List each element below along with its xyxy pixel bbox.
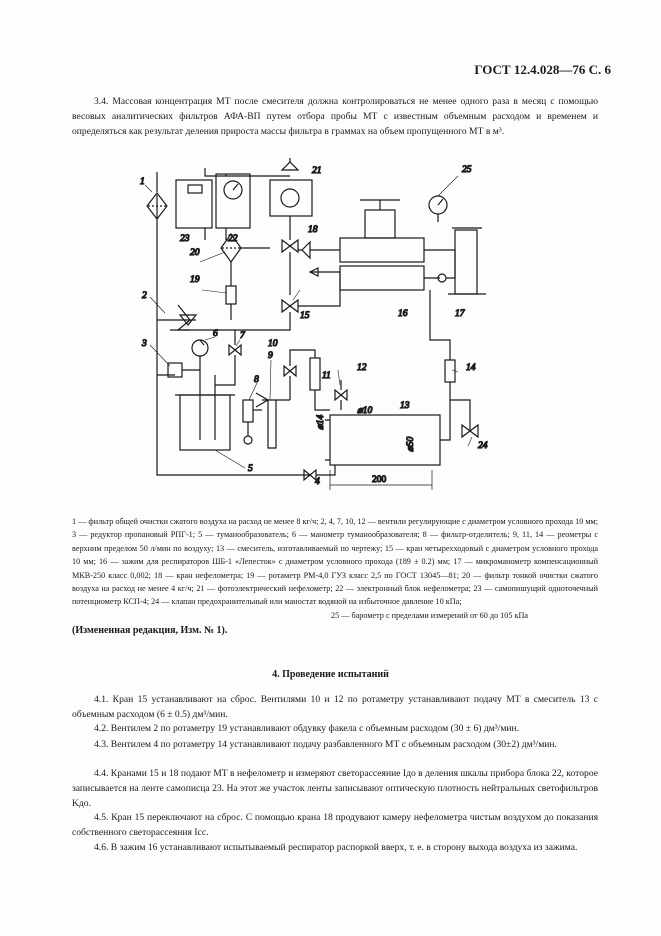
label-20: 20 — [190, 248, 200, 258]
diagram-caption — [72, 515, 598, 622]
label-4: 4 — [315, 477, 320, 487]
caption-item-25: 25 — барометр с пределами измерений от 60 до 105 кПа — [331, 610, 528, 620]
paragraph-4-1: 4.1. Кран 15 устанавливают на сброс. Вентилями 10 и 12 по ротаметру устанавливают подачу МТ в смеситель 13 с объемным расходом (6 ± 0.5) дм³/мин. — [72, 694, 598, 720]
caption-text: 1 — фильтр общей очистки сжатого воздуха на расход не менее 8 кг/ч; 2, 4, 7, 10, 12 — вентили регулирующие с диаметром условного прохода 10 мм; 3 — редуктор пропановый РПГ-1; 5 — туманообразователь; 6 — манометр туманообразователя; 8 — фильтр-отделитель; 9, 11, 14 — реометры с верхним пределом 50 л/мин по воздуху; 13 — смеситель, изготавливаемый по чертежу; 15 — кран четырехходовый с диаметром условного прохода 10 мм; 16 — зажим для респираторов ШБ-1 «Лепесток» с диаметром условного прохода (189 ± 0.2) мм; 17 — микроманометр компенсационный МКВ-250 класс 0,002; 18 — кран нефелометра; 19 — ротаметр РМ-4,0 ГУЗ класс 2,5 по ГОСТ 13045—81; 20 — фильтр тонкой очистки сжатого воздуха на расход не менее 4 кг/ч; 21 — фотоэлектрический нефелометр; 22 — электронный блок нефелометра; 23 — самопишущий одноточечный потенциометр КСП-4; 24 — клапан предохранительный или маностат водяной на избыточное давление 10 кПа; — [72, 517, 598, 607]
label-5: 5 — [248, 464, 253, 474]
dimension-d10: ⌀10 — [357, 406, 373, 416]
valve-7 — [229, 345, 241, 355]
paragraph-4-3: 4.3. Вентилем 4 по ротаметру 14 устанавливают подачу разбавленного МТ с объемным расходом (30±2) дм³/мин. — [94, 739, 557, 750]
valve-12 — [335, 390, 347, 400]
nephelometer-block-22 — [216, 174, 250, 228]
crane-18 — [282, 240, 298, 252]
mixer-13 — [330, 415, 440, 465]
label-3: 3 — [142, 339, 147, 349]
atomizer-5 — [180, 395, 230, 450]
valve-10 — [284, 366, 296, 376]
crane-15 — [282, 300, 298, 312]
amendment-note: (Измененная редакция, Изм. № 1). — [72, 625, 228, 636]
paragraph-4-4: 4.4. Кранами 15 и 18 подают МТ в нефелометр и измеряют светорассеяние Iдо в деления шкалы прибора блока 22, которое записывается на ленте самописца 23. На этот же участок ленты записывают оптическую плотность нейтральных светофильтров Kдо. — [72, 768, 598, 809]
dimension-200: 200 — [372, 475, 387, 485]
paragraph-4-2: 4.2. Вентилем 2 по ротаметру 19 устанавливают обдувку факела с объемным расходом (30 ± 6) дм³/мин. — [94, 723, 520, 734]
label-24: 24 — [478, 441, 488, 451]
label-22: 22 — [228, 234, 238, 244]
label-1: 1 — [140, 177, 145, 187]
label-10: 10 — [268, 339, 278, 349]
rotameter-19 — [226, 286, 236, 304]
page-header: ГОСТ 12.4.028—76 С. 6 — [474, 62, 611, 77]
recorder-23 — [176, 180, 212, 228]
label-9: 9 — [268, 351, 273, 361]
micromanometer-17 — [455, 230, 477, 294]
label-6: 6 — [213, 329, 218, 339]
label-25: 25 — [462, 165, 472, 175]
label-18: 18 — [308, 225, 318, 235]
clamp-top — [340, 238, 424, 262]
section-title: 4. Проведение испытаний — [272, 669, 389, 680]
manometer-6 — [192, 340, 208, 356]
separator-8 — [243, 400, 253, 422]
rheometer-9 — [268, 400, 276, 448]
label-17: 17 — [455, 309, 465, 319]
rotameter-14 — [445, 360, 455, 382]
dimension-d14: ⌀14 — [316, 414, 326, 430]
label-15: 15 — [300, 311, 310, 321]
dimension-d50: ⌀50 — [406, 436, 416, 452]
label-2: 2 — [142, 291, 147, 301]
paragraph-3-4: 3.4. Массовая концентрация МТ после смесителя должна контролироваться не менее одного раза в месяц с помощью весовых аналитических фильтров АФА-ВП путем отбора пробы МТ с известным объемным расходом и временем и определяться как результат деления прироста массы фильтра в граммах на объем пропущенного МТ в м³. — [72, 96, 598, 137]
rheometer-11 — [310, 358, 320, 390]
label-14: 14 — [466, 363, 476, 373]
label-11: 11 — [322, 371, 331, 381]
label-8: 8 — [254, 375, 259, 385]
nephelometer-21 — [270, 180, 312, 216]
label-16: 16 — [398, 309, 408, 319]
paragraph-4-5: 4.5. Кран 15 переключают на сброс. С помощью крана 18 продувают камеру нефелометра чистым воздухом до показания собственного светорассеяния Iсс. — [72, 812, 598, 838]
label-19: 19 — [190, 275, 200, 285]
label-7: 7 — [240, 331, 245, 341]
label-23: 23 — [180, 234, 190, 244]
clamp-16 — [340, 266, 424, 290]
label-13: 13 — [400, 401, 410, 411]
paragraph-4-6: 4.6. В зажим 16 устанавливают испытываемый респиратор распоркой вверх, т. е. в сторону выхода воздуха из зажима. — [94, 842, 578, 853]
label-21: 21 — [312, 166, 322, 176]
label-12: 12 — [357, 363, 367, 373]
